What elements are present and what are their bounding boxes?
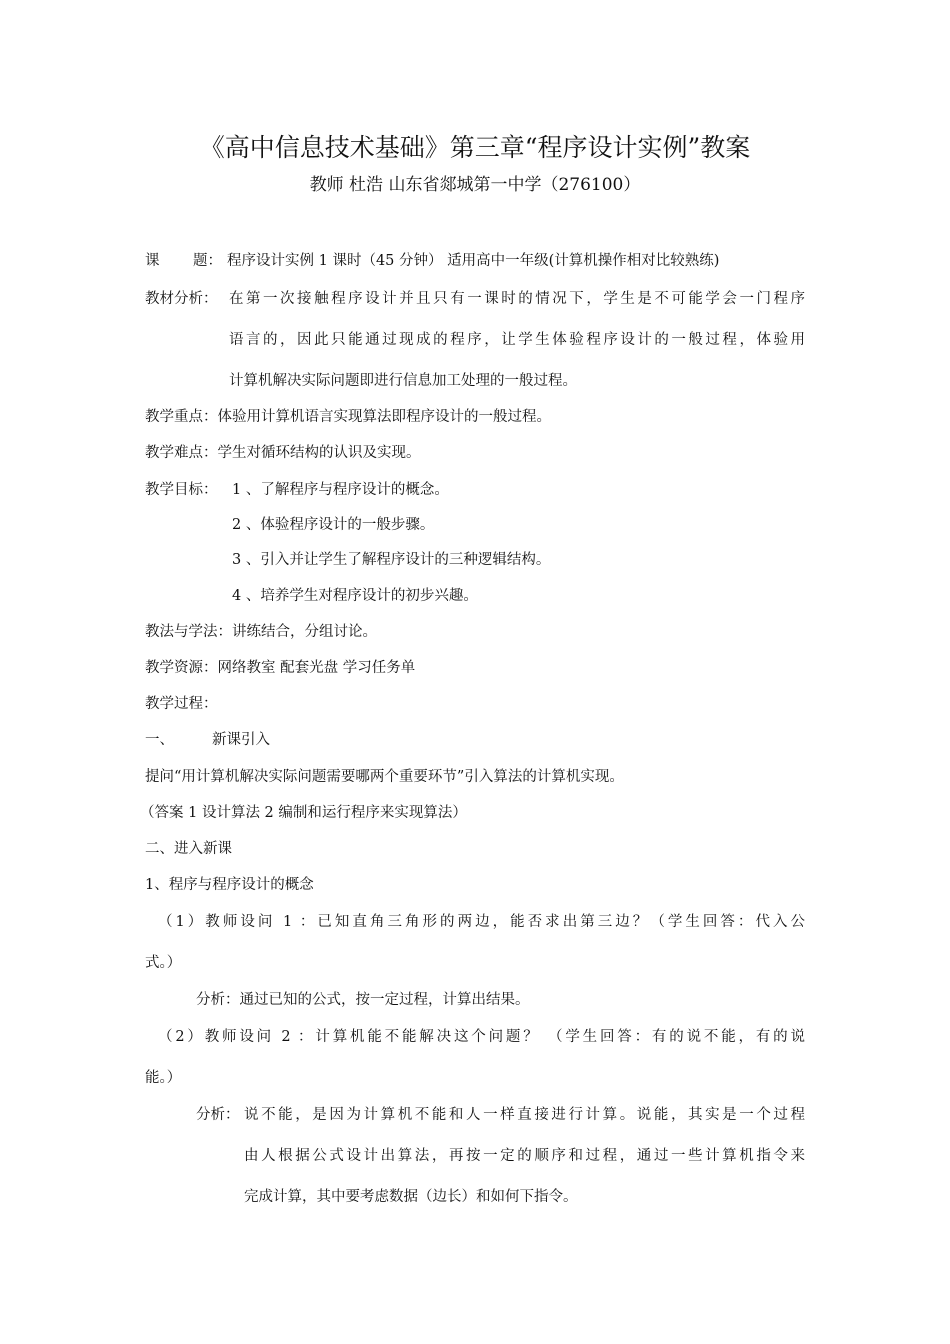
subsection-2-1: 1、程序与程序设计的概念: [145, 877, 314, 893]
section-1-title: 新课引入: [212, 732, 270, 748]
question-1-line-2: 式。）: [145, 955, 182, 971]
question-2-line-1: （2）教师设问 2 ：计算机能不能解决这个问题？ （学生回答：有的说不能，有的说: [158, 1029, 805, 1045]
question-1-analysis: 分析：通过已知的公式，按一定过程，计算出结果。: [196, 992, 530, 1008]
methods: 教法与学法：讲练结合，分组讨论。: [145, 624, 377, 640]
intro-question: 提问“用计算机解决实际问题需要哪两个重要环节”引入算法的计算机实现。: [145, 769, 624, 785]
document-subtitle: 教师 杜浩 山东省郯城第一中学（276100）: [309, 175, 641, 195]
intro-answer: （答案 1 设计算法 2 编制和运行程序来实现算法）: [140, 805, 467, 821]
goals-label: 教学目标：: [145, 482, 218, 498]
question-2-analysis-line-3: 完成计算，其中要考虑数据（边长）和如何下指令。: [244, 1189, 578, 1205]
goal-item-1: 1 、了解程序与程序设计的概念。: [232, 482, 449, 498]
topic-label-a: 课: [145, 253, 160, 269]
section-2-title: 二、进入新课: [145, 841, 232, 857]
section-1-number: 一、: [145, 732, 174, 748]
analysis-line-3: 计算机解决实际问题即进行信息加工处理的一般过程。: [229, 373, 577, 389]
key-point: 教学重点：体验用计算机语言实现算法即程序设计的一般过程。: [145, 409, 551, 425]
resources: 教学资源：网络教室 配套光盘 学习任务单: [145, 660, 416, 676]
analysis-label: 教材分析：: [145, 291, 218, 307]
difficulty: 教学难点：学生对循环结构的认识及实现。: [145, 445, 421, 461]
goal-item-4: 4 、培养学生对程序设计的初步兴趣。: [232, 588, 478, 604]
goal-item-3: 3 、引入并让学生了解程序设计的三种逻辑结构。: [232, 552, 551, 568]
goal-item-2: 2 、体验程序设计的一般步骤。: [232, 517, 435, 533]
analysis-line-2: 语言的，因此只能通过现成的程序，让学生体验程序设计的一般过程，体验用: [229, 332, 805, 348]
question-2-analysis-label: 分析：: [196, 1107, 240, 1123]
question-2-line-2: 能。）: [145, 1070, 182, 1086]
analysis-line-1: 在第一次接触程序设计并且只有一课时的情况下，学生是不可能学会一门程序: [229, 291, 805, 307]
process-heading: 教学过程：: [145, 696, 218, 712]
document-title: 《高中信息技术基础》第三章“程序设计实例”教案: [199, 133, 751, 162]
topic-label-b: 题：: [193, 253, 222, 269]
topic-text: 程序设计实例 1 课时（45 分钟） 适用高中一年级(计算机操作相对比较熟练): [227, 253, 720, 269]
question-1-line-1: （1）教师设问 1 ：已知直角三角形的两边，能否求出第三边？（学生回答：代入公: [158, 914, 805, 930]
question-2-analysis-line-2: 由人根据公式设计出算法，再按一定的顺序和过程，通过一些计算机指令来: [244, 1148, 805, 1164]
question-2-analysis-line-1: 说不能，是因为计算机不能和人一样直接进行计算。说能，其实是一个过程: [244, 1107, 805, 1123]
